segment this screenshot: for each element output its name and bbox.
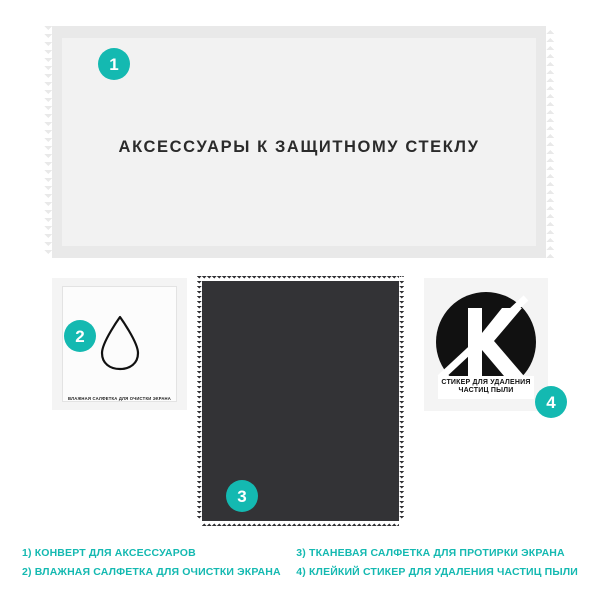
badge-4: 4 [535,386,567,418]
legend-item-3: 3) ТКАНЕВАЯ САЛФЕТКА ДЛЯ ПРОТИРКИ ЭКРАНА [296,547,565,559]
cloth-serrated-edge-left [197,276,202,526]
sticker-label-line2: ЧАСТИЦ ПЫЛИ [458,387,514,395]
cloth-serrated-edge-bottom [197,521,404,526]
badge-2: 2 [64,320,96,352]
cloth-serrated-edge-top [197,276,404,281]
water-drop-icon [98,314,142,377]
legend-item-1: 1) КОНВЕРТ ДЛЯ АКСЕССУАРОВ [22,547,196,559]
legend [22,547,582,578]
dust-removal-sticker [424,278,548,411]
sticker-label [438,376,534,400]
badge-1: 1 [98,48,130,80]
sachet-caption: ВЛАЖНАЯ САЛФЕТКА ДЛЯ ОЧИСТКИ ЭКРАНА [67,396,172,401]
badge-3: 3 [226,480,258,512]
legend-item-2: 2) ВЛАЖНАЯ САЛФЕТКА ДЛЯ ОЧИСТКИ ЭКРАНА [22,566,281,578]
legend-column-right [296,547,578,578]
envelope-title: АКСЕССУАРЫ К ЗАЩИТНОМУ СТЕКЛУ [118,138,480,156]
cloth-serrated-edge-right [399,276,404,526]
sticker-label-line1: СТИКЕР ДЛЯ УДАЛЕНИЯ [441,378,531,386]
legend-column-left [22,547,281,578]
legend-item-4: 4) КЛЕЙКИЙ СТИКЕР ДЛЯ УДАЛЕНИЯ ЧАСТИЦ ПЫЛИ [296,566,578,578]
